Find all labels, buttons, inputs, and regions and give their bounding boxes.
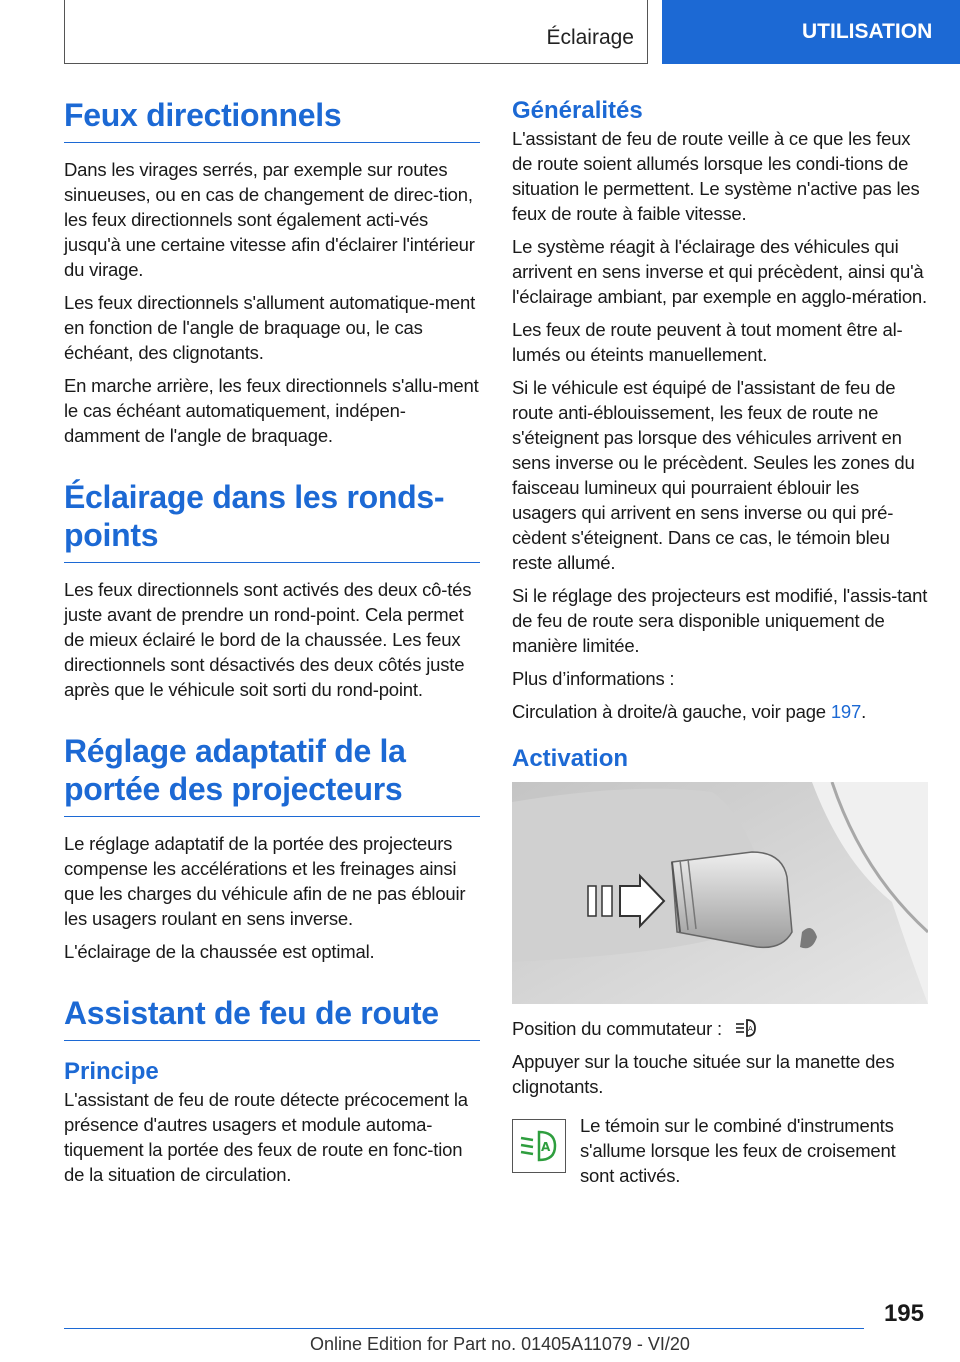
heading-reglage-adaptatif: Réglage adaptatif de la portée des projecteurs [64, 732, 480, 817]
page-number: 195 [883, 1300, 924, 1327]
press-mark [588, 886, 596, 916]
page-link[interactable]: 197 [830, 701, 862, 722]
subheading-generalites: Généralités [512, 97, 643, 124]
subheading-activation: Activation [512, 745, 629, 772]
paragraph: Si le réglage des projecteurs est modifié, l'assis-tant de feu de route sera disponible uniquement de manière limitée. [512, 585, 928, 656]
cross-reference-end: . [861, 701, 867, 722]
svg-text:A: A [541, 1140, 551, 1154]
paragraph: En marche arrière, les feux directionnels s'allu-ment le cas échéant automatiquement, indépen-damment de l'angle de braquage. [64, 375, 479, 446]
indicator-light-icon [512, 1119, 566, 1173]
paragraph: Si le véhicule est équipé de l'assistant de feu de route anti-éblouissement, les feux de route ne s'éteignent pas lorsque des véhicules arrivent en sens inverse ou le précèdent. Seules les zones du faisceau lumineux qui pourraient éblouir les usagers qui arrivent en sens inverse ou qui pré-cèdent s'éteignent. Dans ce cas, le témoin bleu reste allumé. [512, 377, 915, 573]
paragraph: Le système réagit à l'éclairage des véhicules qui arrivent en sens inverse et qui précèdent, ainsi qu'à l'éclairage ambiant, par exemple en agglo-mération. [512, 236, 927, 307]
footer-edition: Online Edition for Part no. 01405A11079 - VI/20 [310, 1334, 690, 1354]
high-beam-assist-icon [733, 1017, 759, 1039]
heading-eclairage-ronds-points: Éclairage dans les ronds-points [64, 478, 480, 563]
paragraph: Le réglage adaptatif de la portée des projecteurs compense les accélérations et les freinages ainsi que les charges du véhicule afin de ne pas éblouir les usagers roulant en sens inverse. [64, 833, 466, 929]
left-column [64, 96, 480, 1195]
paragraph: L'assistant de feu de route détecte précocement la présence d'autres usagers et module automa-tiquement la portée des feux de route en fonc-tion de la situation de circulation. [64, 1089, 468, 1185]
indicator-text: Le témoin sur le combiné d'instruments s'allume lorsque les feux de croisement sont activés. [580, 1115, 896, 1186]
cross-reference [512, 699, 928, 724]
right-column [512, 96, 928, 1196]
paragraph: Les feux directionnels sont activés des deux cô-tés juste avant de prendre un rond-point. Cela permet de mieux éclairé le bord de la chaussée. Les feux directionnels sont désactivés des deux côtés juste après que le véhicule soit sorti du rond-point. [64, 579, 472, 700]
paragraph: L'assistant de feu de route veille à ce que les feux de route soient allumés lorsque les condi-tions de situation le permettent. Le système n'active pas les feux de route à faible vitesse. [512, 128, 920, 224]
turn-signal-stalk-illustration [512, 782, 928, 1004]
paragraph: L'éclairage de la chaussée est optimal. [64, 941, 375, 962]
paragraph: Appuyer sur la touche située sur la manette des clignotants. [512, 1051, 895, 1097]
indicator-note [512, 1113, 928, 1196]
switch-position-text: Position du commutateur : [512, 1018, 722, 1039]
paragraph: Plus d’informations : [512, 668, 675, 689]
subheading-principe: Principe [64, 1058, 159, 1085]
svg-text:A: A [747, 1025, 753, 1033]
press-mark [602, 886, 612, 916]
header-chapter-tab[interactable] [662, 0, 960, 64]
heading-feux-directionnels: Feux directionnels [64, 96, 480, 143]
header-chapter-label: UTILISATION [802, 20, 933, 43]
switch-position [512, 1016, 928, 1041]
paragraph: Les feux directionnels s'allument automatique-ment en fonction de l'angle de braquage ou, le cas échéant, des clignotants. [64, 292, 476, 363]
header-section-title: Éclairage [546, 26, 634, 49]
heading-assistant-feu-de-route: Assistant de feu de route [64, 994, 480, 1041]
cross-reference-text: Circulation à droite/à gauche, voir page [512, 701, 831, 722]
stalk-drawing [512, 782, 928, 1004]
footer-rule [64, 1328, 864, 1329]
paragraph: Dans les virages serrés, par exemple sur routes sinueuses, ou en cas de changement de direc-tion, les feux directionnels sont également acti-vés jusqu'à une certaine vitesse afin d'éclairer l'intérieur du virage. [64, 159, 475, 280]
paragraph: Les feux de route peuvent à tout moment être al-lumés ou éteints manuellement. [512, 319, 903, 365]
